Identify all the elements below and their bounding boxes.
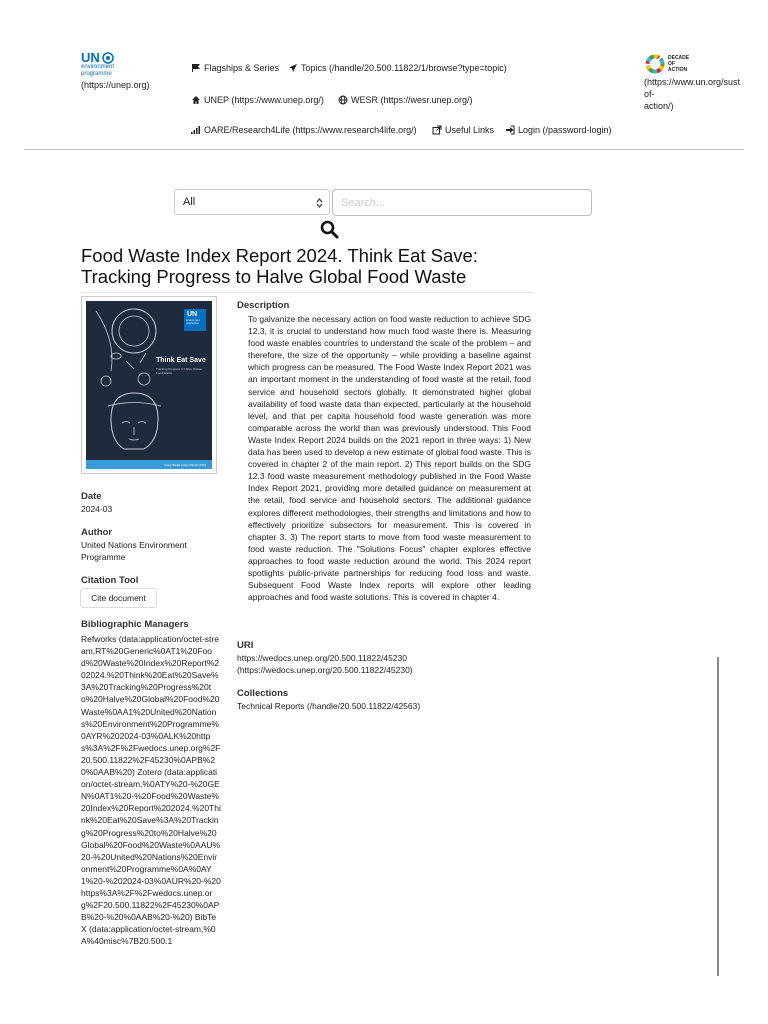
decade-of-action-link[interactable]: (https://www.un.org/sust of- action/) [644,77,741,111]
cover-thumbnail[interactable] [81,296,217,474]
date-value: 2024-03 [81,504,113,514]
citation-tool-label: Citation Tool [81,575,139,586]
signal-icon [191,125,201,135]
bibliographic-managers-links[interactable]: Refworks (data:application/octet-stream,RT%20Generic%0AT1%20Food%20Waste%20Index%20Report%202024.%20Think%20Eat%20Save%3A%20Tracking%20Progress%20to%20Halve%20Global%20Food%20Waste%0AA1%20United%20Nations%20Environment%20Programme%0AYR%202024-03%0ALK%20https%3A%2F%2Fwedocs.unep.org%2F20.500.11822%2F45230%0APB%20%0AAB%20) Zotero (data:application/octet-stream,%0ATY%20-%20GEN%0AT1%20-%20Food%20Waste%20Index%20Report%202024.%20Think%20Eat%20Save%3A%20Tracking%20Progress%20to%20Halve%20Global%20Food%20Waste%0AAU%20-%20United%20Nations%20Environment%20Programme%0A%0AY1%20-%202024-03%0AUR%20-%20https%3A%2F%2Fwedocs.unep.org%2F20.500.11822%2F45230%0APB%20-%20%0AAB%20-%20) BibTeX (data:application/octet-stream,%0A%40misc%7B20.500.1 [81,634,221,947]
nav-unep[interactable]: UNEP (https://www.unep.org/) [191,95,324,105]
search-scope-select[interactable]: All [174,189,330,215]
decade-of-action-text: DECADE OF ACTION [668,55,690,73]
uri-link[interactable]: https://wedocs.unep.org/20.500.11822/45230 (https://wedocs.unep.org/20.500.11822/45230) [237,653,413,675]
nav-login[interactable]: Login (/password-login) [505,125,612,135]
cite-document-button[interactable]: Cite document [80,588,157,608]
flag-icon [191,63,201,73]
author-value: United Nations Environment Programme [81,540,187,562]
home-icon [191,95,201,105]
collections-label: Collections [237,688,289,699]
sdg-wheel-icon [645,54,665,74]
cover-image: UN environment programme Think Eat Save Tracking Progress to Halve Global Food Waste Food Waste Index Report 2024 [86,301,212,469]
globe-icon [338,95,348,105]
nav-flagships[interactable]: Flagships & Series [191,63,279,73]
author-label: Author [81,527,113,538]
header-divider [24,149,744,150]
paper-plane-icon [288,63,298,73]
title-divider [81,292,533,293]
description-label: Description [237,300,290,311]
decade-of-action-logo[interactable] [645,54,689,74]
cover-un-badge: UN environment programme [184,309,206,331]
search-icon[interactable] [320,220,339,239]
date-label: Date [81,491,102,502]
un-emblem-icon [102,52,114,64]
nav-useful-links[interactable]: Useful Links [432,125,494,135]
collection-link[interactable]: Technical Reports (/handle/20.500.11822/42563) [237,701,421,711]
unep-logo-link[interactable]: (https://unep.org) [81,80,150,90]
unep-logo[interactable]: UN environment programme [81,50,115,77]
nav-wesr[interactable]: WESR (https://wesr.unep.org/) [338,95,473,105]
sign-in-icon [505,125,515,135]
bibliographic-managers-label: Bibliographic Managers [81,619,189,630]
nav-research4life[interactable]: OARE/Research4Life (https://www.research4life.org/) [191,125,417,135]
description-text: To galvanize the necessary action on food waste reduction to achieve SDG 12.3, it is crucial to understand how much food waste there is. Measuring food waste enables countries to understand the scale of the problem – and therefore, the size of the opportunity – while providing a baseline against which progress can be measured. The Food Waste Index Report 2021 was an important moment in the understanding of food waste at the retail, food service and household sectors globally. It demonstrated higher global availability of food waste data than expected, particularly at the household level, and that per capita household food waste generation was more comparable across the world than was previously understood. This Food Waste Index Report 2024 builds on the 2021 report in three ways: 1) New data has been used to develop a new estimate of global food waste. This is covered in chapter 2 of the main report. 2) This report builds on the SDG 12.3 food waste measurement methodology published in the Food Waste Index Report 2021, providing more detailed guidance on measurement at the retail, food service and household sectors. The additional guidance explores different methodologies, their strengths and limitations and how to effectively prioritize subsectors for measurement. This is covered in chapter 3. 3) The report starts to move from food waste measurement to food waste reduction. The "Solutions Focus" chapter explores effective approaches to food waste reduction around the world. This 2024 report spotlights public-private partnerships for reducing food loss and waste. Subsequent Food Waste Index reports will explore other leading approaches and food waste solutions. This is covered in chapter 4. [248,314,531,603]
select-arrows-icon [316,198,323,208]
page-title: Food Waste Index Report 2024. Think Eat Save: Tracking Progress to Halve Global Food Waste [81,245,478,287]
external-link-icon [432,125,442,135]
scrollbar[interactable] [717,657,719,976]
nav-topics[interactable]: Topics (/handle/20.500.11822/1/browse?type=topic) [288,63,507,73]
cover-footer-strip: Food Waste Index Report 2024 [86,460,212,469]
search-input[interactable] [332,189,592,216]
unep-logo-mark: UN [81,51,114,64]
uri-label: URI [237,640,254,651]
